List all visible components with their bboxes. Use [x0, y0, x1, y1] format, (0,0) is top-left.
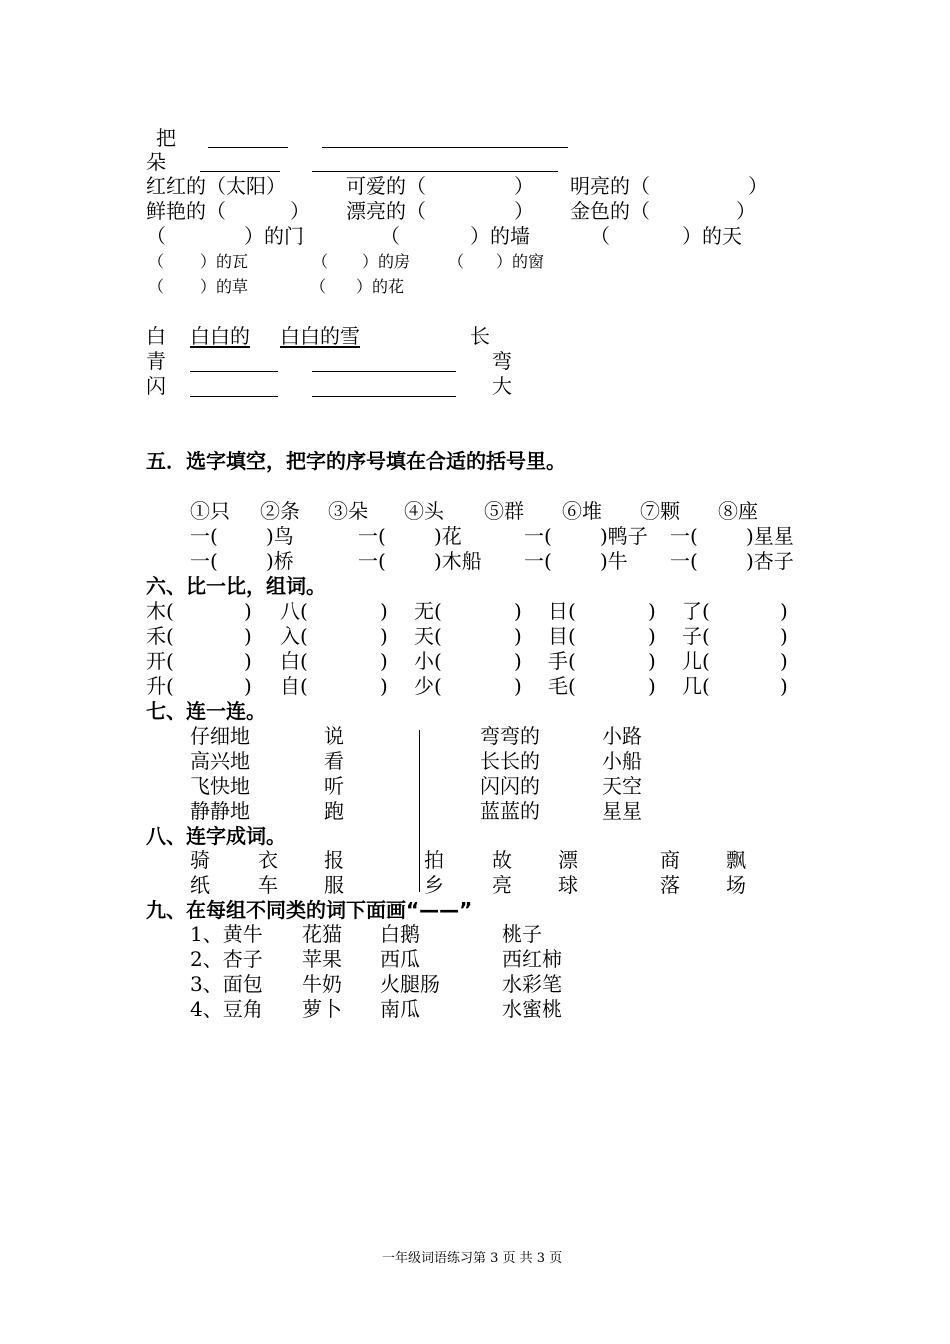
phrase: ）	[514, 199, 534, 223]
fill-item: )桥	[266, 549, 294, 573]
word-cell: 萝卜	[302, 997, 342, 1021]
word-cell: 火腿肠	[380, 972, 440, 996]
char: 白	[146, 324, 166, 348]
fill-item: )花	[434, 524, 462, 548]
compare-cell: )	[514, 624, 522, 648]
match-word: 说	[324, 724, 344, 748]
compare-cell: )	[514, 674, 522, 698]
compare-cell: )	[380, 599, 388, 623]
match-word: 仔细地	[190, 724, 250, 748]
match-word: 天空	[602, 774, 642, 798]
fill-item: 一(	[524, 524, 552, 548]
phrase: ）的墙	[470, 224, 530, 248]
divider-line	[419, 730, 420, 892]
compare-cell: )	[648, 674, 656, 698]
compare-cell: 少(	[414, 674, 442, 698]
blank-line[interactable]	[190, 396, 278, 397]
match-word: 闪闪的	[480, 774, 540, 798]
char-cell: 纸	[190, 873, 210, 897]
phrase: ）的窗	[496, 252, 545, 271]
phrase: （	[312, 252, 329, 271]
compare-cell: 入(	[280, 624, 308, 648]
compare-cell: )	[780, 624, 788, 648]
compare-cell: 小(	[414, 649, 442, 673]
phrase: 鲜艳的（	[146, 199, 226, 223]
char-cell: 场	[726, 873, 746, 897]
compare-cell: 子(	[682, 624, 710, 648]
fill-item: 一(	[190, 524, 218, 548]
example-phrase: 白白的雪	[280, 324, 360, 348]
compare-cell: 目(	[548, 624, 576, 648]
char-cell: 商	[660, 848, 680, 872]
phrase: 红红的（太阳）	[146, 174, 286, 198]
char-cell: 服	[324, 873, 344, 897]
match-word: 跑	[324, 799, 344, 823]
blank-line[interactable]	[190, 371, 278, 372]
compare-cell: 手(	[548, 649, 576, 673]
compare-cell: 自(	[280, 674, 308, 698]
phrase: （	[310, 277, 327, 296]
char: 大	[492, 374, 512, 398]
match-word: 飞快地	[190, 774, 250, 798]
example-word: 白白的	[190, 324, 250, 348]
word-cell: 西红柿	[502, 947, 562, 971]
phrase: ）的门	[244, 224, 304, 248]
word-cell: 南瓜	[380, 997, 420, 1021]
char-cell: 飘	[726, 848, 746, 872]
match-word: 听	[324, 774, 344, 798]
word-cell: 2、杏子	[190, 947, 263, 971]
phrase: （	[148, 277, 165, 296]
compare-cell: 几(	[682, 674, 710, 698]
fill-item: )杏子	[746, 549, 794, 573]
fill-item: 一(	[190, 549, 218, 573]
compare-cell: )	[380, 674, 388, 698]
phrase: ）	[290, 199, 310, 223]
fill-item: 一(	[358, 524, 386, 548]
compare-cell: )	[780, 674, 788, 698]
phrase: （	[448, 252, 465, 271]
compare-cell: )	[244, 599, 252, 623]
page-footer: 一年级词语练习第 3 页 共 3 页	[382, 1251, 563, 1266]
blank-line[interactable]	[312, 371, 456, 372]
word-cell: 1、黄牛	[190, 922, 263, 946]
compare-cell: )	[780, 599, 788, 623]
char: 弯	[492, 349, 512, 373]
blank-line[interactable]	[312, 396, 456, 397]
compare-cell: 儿(	[682, 649, 710, 673]
compare-cell: 禾(	[146, 624, 174, 648]
phrase: （	[146, 224, 166, 248]
option: ①只	[190, 499, 230, 523]
phrase: ）	[748, 174, 768, 198]
char-ba: 把	[156, 126, 176, 150]
blank-line[interactable]	[200, 171, 280, 172]
fill-item: 一(	[670, 524, 698, 548]
section-heading: 六、比一比，组词。	[146, 574, 326, 598]
fill-item: 一(	[524, 549, 552, 573]
phrase: （	[590, 224, 610, 248]
compare-cell: )	[514, 649, 522, 673]
compare-cell: 日(	[548, 599, 576, 623]
char-cell: 落	[660, 873, 680, 897]
char-cell: 衣	[258, 848, 278, 872]
phrase: 明亮的（	[570, 174, 650, 198]
word-cell: 4、豆角	[190, 997, 263, 1021]
word-cell: 牛奶	[302, 972, 342, 996]
phrase: 金色的（	[570, 199, 650, 223]
char-cell: 亮	[492, 873, 512, 897]
phrase: 可爱的（	[346, 174, 426, 198]
option: ⑤群	[484, 499, 524, 523]
phrase: ）的瓦	[200, 252, 249, 271]
section-heading: 八、连字成词。	[146, 824, 286, 848]
phrase: ）的花	[356, 277, 405, 296]
word-cell: 苹果	[302, 947, 342, 971]
compare-cell: 天(	[414, 624, 442, 648]
blank-line[interactable]	[322, 147, 568, 148]
compare-cell: )	[648, 649, 656, 673]
word-cell: 3、面包	[190, 972, 263, 996]
match-word: 蓝蓝的	[480, 799, 540, 823]
char-cell: 车	[258, 873, 278, 897]
fill-item: )鸟	[266, 524, 294, 548]
match-word: 看	[324, 749, 344, 773]
compare-cell: )	[648, 599, 656, 623]
blank-line[interactable]	[208, 147, 288, 148]
word-cell: 花猫	[302, 922, 342, 946]
section-heading: 七、连一连。	[146, 699, 266, 723]
char-cell: 报	[324, 848, 344, 872]
section-heading: 五．选字填空，把字的序号填在合适的括号里。	[146, 449, 566, 473]
word-cell: 西瓜	[380, 947, 420, 971]
compare-cell: 八(	[280, 599, 308, 623]
compare-cell: 升(	[146, 674, 174, 698]
phrase: ）	[736, 199, 756, 223]
option: ②条	[260, 499, 300, 523]
word-cell: 水蜜桃	[502, 997, 562, 1021]
compare-cell: )	[380, 624, 388, 648]
fill-item: )鸭子	[600, 524, 648, 548]
option: ⑥堆	[562, 499, 602, 523]
match-word: 小路	[602, 724, 642, 748]
option: ⑦颗	[640, 499, 680, 523]
compare-cell: 木(	[146, 599, 174, 623]
option: ④头	[404, 499, 444, 523]
char: 闪	[146, 374, 166, 398]
phrase: （	[148, 252, 165, 271]
char-duo: 朵	[146, 150, 166, 174]
fill-item: )星星	[746, 524, 794, 548]
phrase: ）的天	[682, 224, 742, 248]
match-word: 弯弯的	[480, 724, 540, 748]
word-cell: 水彩笔	[502, 972, 562, 996]
char-cell: 球	[558, 873, 578, 897]
match-word: 长长的	[480, 749, 540, 773]
compare-cell: )	[648, 624, 656, 648]
section-heading: 九、在每组不同类的词下面画“——”	[146, 898, 473, 922]
char-cell: 故	[492, 848, 512, 872]
compare-cell: )	[780, 649, 788, 673]
fill-item: 一(	[670, 549, 698, 573]
match-word: 高兴地	[190, 749, 250, 773]
compare-cell: 白(	[280, 649, 308, 673]
phrase: 漂亮的（	[346, 199, 426, 223]
word-cell: 桃子	[502, 922, 542, 946]
option: ③朵	[328, 499, 368, 523]
compare-cell: 了(	[682, 599, 710, 623]
compare-cell: 开(	[146, 649, 174, 673]
char: 长	[470, 324, 490, 348]
match-word: 静静地	[190, 799, 250, 823]
compare-cell: )	[244, 649, 252, 673]
fill-item: 一(	[358, 549, 386, 573]
char-cell: 漂	[558, 848, 578, 872]
char-cell: 拍	[424, 848, 444, 872]
fill-item: )木船	[434, 549, 482, 573]
compare-cell: 毛(	[548, 674, 576, 698]
match-word: 小船	[602, 749, 642, 773]
word-cell: 白鹅	[380, 922, 420, 946]
compare-cell: )	[244, 624, 252, 648]
char-cell: 骑	[190, 848, 210, 872]
phrase: ）的房	[362, 252, 411, 271]
option: ⑧座	[718, 499, 758, 523]
match-word: 星星	[602, 799, 642, 823]
compare-cell: )	[380, 649, 388, 673]
phrase: ）的草	[200, 277, 249, 296]
compare-cell: )	[514, 599, 522, 623]
fill-item: )牛	[600, 549, 628, 573]
compare-cell: 无(	[414, 599, 442, 623]
char: 青	[146, 349, 166, 373]
compare-cell: )	[244, 674, 252, 698]
phrase: ）	[514, 174, 534, 198]
phrase: （	[380, 224, 400, 248]
blank-line[interactable]	[312, 171, 558, 172]
char-cell: 乡	[424, 873, 444, 897]
